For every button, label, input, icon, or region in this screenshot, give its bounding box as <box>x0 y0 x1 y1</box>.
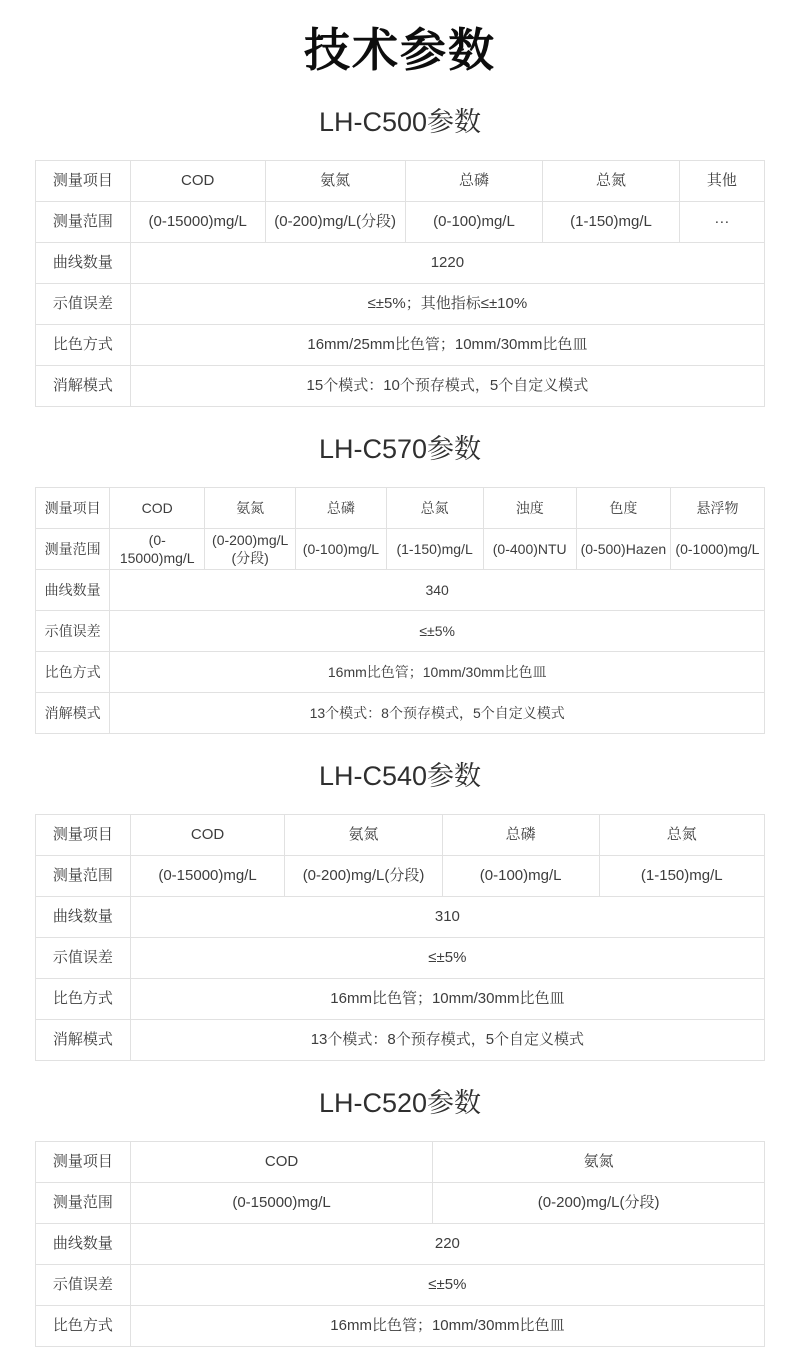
range-value-cell: (0-100)mg/L <box>442 856 599 897</box>
range-value-cell: (0-1000)mg/L <box>670 529 764 570</box>
header-cell: 总磷 <box>405 161 543 202</box>
header-cell: 总磷 <box>442 815 599 856</box>
header-cell: COD <box>130 1142 433 1183</box>
spec-label-cell: 比色方式 <box>36 325 131 366</box>
spec-value-cell: 15个模式：10个预存模式，5个自定义模式 <box>130 366 764 407</box>
header-cell: 氨氮 <box>285 815 442 856</box>
spec-row <box>36 652 765 693</box>
spec-table-lh-c540 <box>35 814 765 1061</box>
spec-label-cell: 曲线数量 <box>36 897 131 938</box>
spec-value-cell: ≤±5% <box>130 1265 764 1306</box>
spec-value-cell: 310 <box>130 897 764 938</box>
spec-value-cell: 220 <box>130 1224 764 1265</box>
header-row <box>36 1142 765 1183</box>
spec-label-cell: 比色方式 <box>36 652 110 693</box>
spec-label-cell: 消解模式 <box>36 366 131 407</box>
section-lh-c570 <box>0 433 800 734</box>
spec-row <box>36 243 765 284</box>
spec-row <box>36 938 765 979</box>
section-title-lh-c570: LH-C570参数 <box>318 434 482 464</box>
spec-label-cell: 曲线数量 <box>36 243 131 284</box>
range-value-cell: (0-400)NTU <box>483 529 576 570</box>
spec-table-lh-c500 <box>35 160 765 407</box>
range-value-cell: (0-500)Hazen <box>576 529 670 570</box>
header-cell: 总磷 <box>296 488 386 529</box>
spec-value-cell: 16mm比色管；10mm/30mm比色皿 <box>110 652 765 693</box>
spec-row <box>36 284 765 325</box>
range-value-cell: (1-150)mg/L <box>543 202 679 243</box>
spec-label-cell: 曲线数量 <box>36 570 110 611</box>
header-cell: 总氮 <box>386 488 483 529</box>
range-row <box>36 1183 765 1224</box>
header-cell: COD <box>110 488 205 529</box>
spec-value-cell: 16mm比色管；10mm/30mm比色皿 <box>130 979 764 1020</box>
header-cell: 测量项目 <box>36 815 131 856</box>
range-row <box>36 529 765 570</box>
spec-label-cell: 曲线数量 <box>36 1224 131 1265</box>
spec-row <box>36 979 765 1020</box>
header-cell: COD <box>130 815 285 856</box>
spec-value-cell: ≤±5%；其他指标≤±10% <box>130 284 764 325</box>
spec-label-cell: 消解模式 <box>36 1020 131 1061</box>
range-value-line1: (0-200)mg/L <box>212 531 289 548</box>
spec-value-cell: 1220 <box>130 243 764 284</box>
range-value-cell: (0-200)mg/L(分段) <box>285 856 442 897</box>
spec-label-cell: 消解模式 <box>36 693 110 734</box>
range-value-line2: (分段) <box>231 550 269 566</box>
spec-row <box>36 1020 765 1061</box>
header-row <box>36 161 765 202</box>
range-value-cell: ··· <box>679 202 764 243</box>
range-value-cell: (0-15000)mg/L <box>130 856 285 897</box>
spec-value-cell: 340 <box>110 570 765 611</box>
header-cell: 浊度 <box>483 488 576 529</box>
spec-label-cell: 比色方式 <box>36 979 131 1020</box>
spec-label-cell: 示值误差 <box>36 611 110 652</box>
range-value-cell: (1-150)mg/L <box>386 529 483 570</box>
header-cell: 测量项目 <box>36 161 131 202</box>
spec-value-cell: 16mm/25mm比色管；10mm/30mm比色皿 <box>130 325 764 366</box>
header-cell: COD <box>130 161 265 202</box>
spec-row <box>36 611 765 652</box>
spec-value-cell: ≤±5% <box>130 938 764 979</box>
spec-row <box>36 1306 765 1347</box>
header-row <box>36 815 765 856</box>
range-value-cell: (0-100)mg/L <box>296 529 386 570</box>
spec-row <box>36 693 765 734</box>
spec-value-cell: ≤±5% <box>110 611 765 652</box>
header-cell: 悬浮物 <box>670 488 764 529</box>
range-value-cell: (0-15000)mg/L <box>110 529 205 570</box>
spec-label-cell: 比色方式 <box>36 1306 131 1347</box>
spec-table-lh-c520 <box>35 1141 765 1347</box>
spec-row <box>36 1224 765 1265</box>
spec-row <box>36 325 765 366</box>
range-value-cell: (1-150)mg/L <box>599 856 765 897</box>
range-value-cell: (0-15000)mg/L <box>130 1183 433 1224</box>
section-lh-c540 <box>0 760 800 1061</box>
range-value-cell: (0-200)mg/L(分段) <box>433 1183 765 1224</box>
range-value-cell: (0-100)mg/L <box>405 202 543 243</box>
spec-table-lh-c570 <box>35 487 765 734</box>
page-title: 技术参数 <box>304 24 496 76</box>
spec-row <box>36 897 765 938</box>
section-lh-c500 <box>0 106 800 407</box>
header-cell: 色度 <box>576 488 670 529</box>
spec-row <box>36 570 765 611</box>
spec-row <box>36 366 765 407</box>
header-cell: 测量项目 <box>36 488 110 529</box>
spec-value-cell: 16mm比色管；10mm/30mm比色皿 <box>130 1306 764 1347</box>
header-cell: 测量项目 <box>36 1142 131 1183</box>
header-cell: 氨氮 <box>265 161 405 202</box>
section-lh-c520 <box>0 1087 800 1347</box>
range-row <box>36 202 765 243</box>
spec-value-cell: 13个模式：8个预存模式，5个自定义模式 <box>130 1020 764 1061</box>
range-value-cell: (0-200)mg/L(分段) <box>265 202 405 243</box>
range-value-cell: (0-15000)mg/L <box>130 202 265 243</box>
spec-label-cell: 示值误差 <box>36 284 131 325</box>
header-cell: 氨氮 <box>205 488 296 529</box>
header-cell: 氨氮 <box>433 1142 765 1183</box>
header-cell: 其他 <box>679 161 764 202</box>
range-label-cell: 测量范围 <box>36 202 131 243</box>
section-title-lh-c500: LH-C500参数 <box>318 107 482 137</box>
header-cell: 总氮 <box>599 815 765 856</box>
range-label-cell: 测量范围 <box>36 529 110 570</box>
header-cell: 总氮 <box>543 161 679 202</box>
range-value-cell <box>205 529 296 570</box>
header-row <box>36 488 765 529</box>
range-row <box>36 856 765 897</box>
range-label-cell: 测量范围 <box>36 856 131 897</box>
spec-label-cell: 示值误差 <box>36 938 131 979</box>
range-label-cell: 测量范围 <box>36 1183 131 1224</box>
spec-label-cell: 示值误差 <box>36 1265 131 1306</box>
spec-row <box>36 1265 765 1306</box>
section-title-lh-c520: LH-C520参数 <box>318 1088 482 1118</box>
spec-value-cell: 13个模式：8个预存模式，5个自定义模式 <box>110 693 765 734</box>
section-title-lh-c540: LH-C540参数 <box>318 761 482 791</box>
